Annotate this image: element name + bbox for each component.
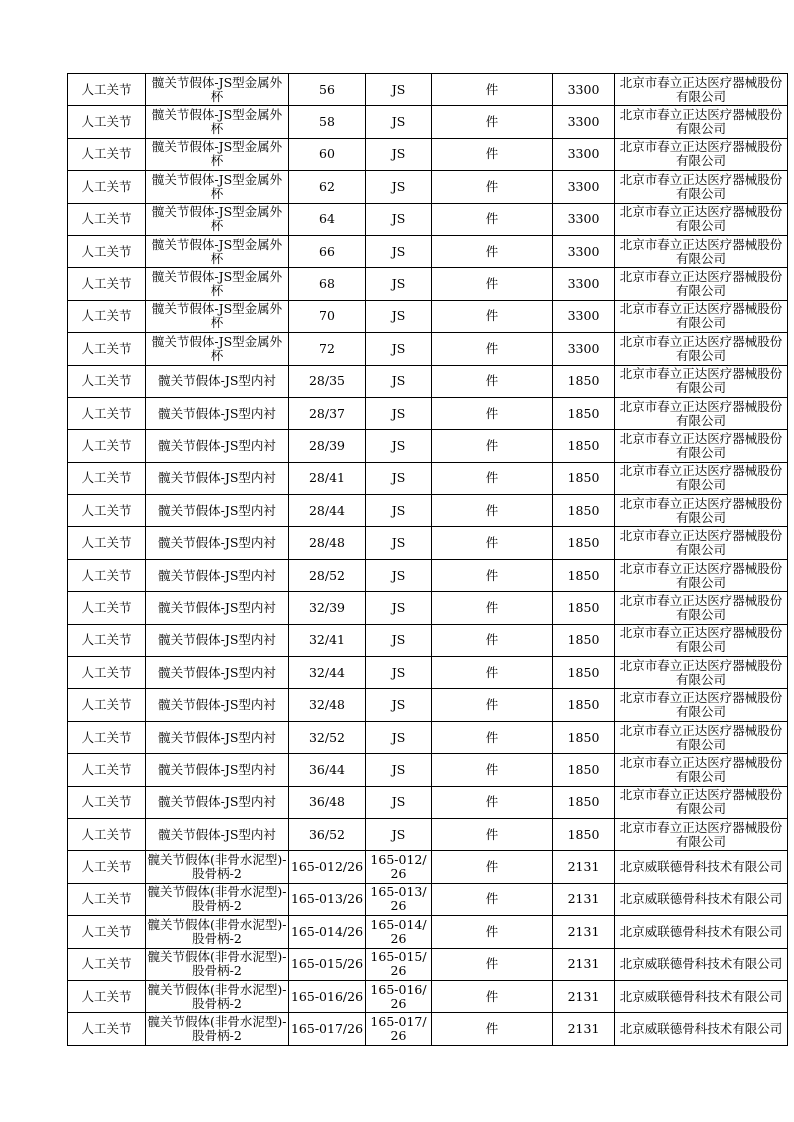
cell-spec: 32/44 xyxy=(289,657,366,689)
cell-product-name: 髋关节假体-JS型金属外杯 xyxy=(146,106,289,138)
cell-unit: 件 xyxy=(432,721,553,753)
cell-model: JS xyxy=(366,106,432,138)
cell-model: JS xyxy=(366,397,432,429)
cell-product-name: 髋关节假体-JS型内衬 xyxy=(146,527,289,559)
cell-price: 3300 xyxy=(553,138,615,170)
cell-price: 1850 xyxy=(553,786,615,818)
table-row xyxy=(68,657,788,689)
cell-unit: 件 xyxy=(432,689,553,721)
cell-unit: 件 xyxy=(432,235,553,267)
cell-spec: 60 xyxy=(289,138,366,170)
cell-model: JS xyxy=(366,818,432,850)
cell-unit: 件 xyxy=(432,754,553,786)
cell-manufacturer: 北京市春立正达医疗器械股份有限公司 xyxy=(615,300,788,332)
table-body xyxy=(68,74,788,1046)
cell-manufacturer: 北京威联德骨科技术有限公司 xyxy=(615,916,788,948)
cell-product-name: 髋关节假体(非骨水泥型)-股骨柄-2 xyxy=(146,948,289,980)
cell-product-name: 髋关节假体-JS型金属外杯 xyxy=(146,138,289,170)
cell-product-name: 髋关节假体-JS型内衬 xyxy=(146,689,289,721)
cell-model: JS xyxy=(366,365,432,397)
cell-model: JS xyxy=(366,559,432,591)
cell-manufacturer: 北京市春立正达医疗器械股份有限公司 xyxy=(615,462,788,494)
cell-category: 人工关节 xyxy=(68,171,146,203)
cell-model: 165-016/26 xyxy=(366,980,432,1012)
cell-category: 人工关节 xyxy=(68,818,146,850)
table-row xyxy=(68,430,788,462)
table-row xyxy=(68,268,788,300)
table-row xyxy=(68,365,788,397)
cell-product-name: 髋关节假体-JS型内衬 xyxy=(146,559,289,591)
table-row xyxy=(68,1013,788,1045)
cell-model: JS xyxy=(366,592,432,624)
cell-category: 人工关节 xyxy=(68,300,146,332)
cell-category: 人工关节 xyxy=(68,462,146,494)
cell-spec: 68 xyxy=(289,268,366,300)
cell-model: JS xyxy=(366,138,432,170)
cell-spec: 28/52 xyxy=(289,559,366,591)
cell-spec: 28/35 xyxy=(289,365,366,397)
cell-unit: 件 xyxy=(432,559,553,591)
cell-price: 3300 xyxy=(553,333,615,365)
cell-price: 2131 xyxy=(553,916,615,948)
cell-unit: 件 xyxy=(432,171,553,203)
cell-price: 1850 xyxy=(553,689,615,721)
cell-manufacturer: 北京市春立正达医疗器械股份有限公司 xyxy=(615,430,788,462)
cell-category: 人工关节 xyxy=(68,365,146,397)
cell-manufacturer: 北京威联德骨科技术有限公司 xyxy=(615,851,788,883)
cell-product-name: 髋关节假体-JS型内衬 xyxy=(146,430,289,462)
cell-category: 人工关节 xyxy=(68,948,146,980)
cell-unit: 件 xyxy=(432,916,553,948)
cell-manufacturer: 北京市春立正达医疗器械股份有限公司 xyxy=(615,203,788,235)
cell-price: 2131 xyxy=(553,948,615,980)
cell-model: JS xyxy=(366,495,432,527)
cell-unit: 件 xyxy=(432,430,553,462)
cell-unit: 件 xyxy=(432,397,553,429)
cell-category: 人工关节 xyxy=(68,851,146,883)
cell-manufacturer: 北京市春立正达医疗器械股份有限公司 xyxy=(615,689,788,721)
cell-price: 1850 xyxy=(553,462,615,494)
cell-model: JS xyxy=(366,689,432,721)
cell-unit: 件 xyxy=(432,74,553,106)
cell-manufacturer: 北京市春立正达医疗器械股份有限公司 xyxy=(615,754,788,786)
cell-unit: 件 xyxy=(432,106,553,138)
cell-model: JS xyxy=(366,203,432,235)
table-row xyxy=(68,235,788,267)
cell-category: 人工关节 xyxy=(68,1013,146,1045)
cell-spec: 32/41 xyxy=(289,624,366,656)
cell-product-name: 髋关节假体-JS型内衬 xyxy=(146,495,289,527)
cell-model: JS xyxy=(366,171,432,203)
cell-price: 2131 xyxy=(553,980,615,1012)
table-row xyxy=(68,948,788,980)
table-row xyxy=(68,74,788,106)
cell-unit: 件 xyxy=(432,1013,553,1045)
table-row xyxy=(68,106,788,138)
cell-unit: 件 xyxy=(432,365,553,397)
cell-price: 1850 xyxy=(553,397,615,429)
cell-product-name: 髋关节假体-JS型金属外杯 xyxy=(146,333,289,365)
cell-model: JS xyxy=(366,235,432,267)
cell-manufacturer: 北京市春立正达医疗器械股份有限公司 xyxy=(615,786,788,818)
table-row xyxy=(68,980,788,1012)
table-row xyxy=(68,786,788,818)
table-row xyxy=(68,333,788,365)
cell-category: 人工关节 xyxy=(68,689,146,721)
cell-price: 1850 xyxy=(553,657,615,689)
table-row xyxy=(68,721,788,753)
cell-category: 人工关节 xyxy=(68,624,146,656)
cell-model: JS xyxy=(366,754,432,786)
cell-spec: 32/39 xyxy=(289,592,366,624)
cell-category: 人工关节 xyxy=(68,754,146,786)
cell-price: 1850 xyxy=(553,754,615,786)
cell-model: 165-015/26 xyxy=(366,948,432,980)
cell-price: 3300 xyxy=(553,203,615,235)
cell-manufacturer: 北京市春立正达医疗器械股份有限公司 xyxy=(615,721,788,753)
cell-spec: 165-016/26 xyxy=(289,980,366,1012)
cell-spec: 28/44 xyxy=(289,495,366,527)
cell-unit: 件 xyxy=(432,527,553,559)
cell-product-name: 髋关节假体(非骨水泥型)-股骨柄-2 xyxy=(146,883,289,915)
table-row xyxy=(68,592,788,624)
cell-price: 1850 xyxy=(553,592,615,624)
cell-manufacturer: 北京市春立正达医疗器械股份有限公司 xyxy=(615,397,788,429)
cell-price: 2131 xyxy=(553,851,615,883)
table-row xyxy=(68,203,788,235)
cell-price: 3300 xyxy=(553,235,615,267)
cell-spec: 28/41 xyxy=(289,462,366,494)
cell-price: 3300 xyxy=(553,74,615,106)
table-row xyxy=(68,462,788,494)
cell-manufacturer: 北京威联德骨科技术有限公司 xyxy=(615,883,788,915)
cell-spec: 64 xyxy=(289,203,366,235)
cell-price: 1850 xyxy=(553,495,615,527)
table-row xyxy=(68,300,788,332)
cell-unit: 件 xyxy=(432,462,553,494)
cell-unit: 件 xyxy=(432,948,553,980)
table-row xyxy=(68,495,788,527)
cell-price: 1850 xyxy=(553,559,615,591)
table-row xyxy=(68,171,788,203)
cell-unit: 件 xyxy=(432,818,553,850)
cell-spec: 58 xyxy=(289,106,366,138)
cell-category: 人工关节 xyxy=(68,527,146,559)
cell-model: 165-014/26 xyxy=(366,916,432,948)
cell-model: JS xyxy=(366,74,432,106)
cell-product-name: 髋关节假体-JS型内衬 xyxy=(146,657,289,689)
cell-model: JS xyxy=(366,462,432,494)
cell-product-name: 髋关节假体-JS型内衬 xyxy=(146,786,289,818)
cell-model: JS xyxy=(366,657,432,689)
cell-unit: 件 xyxy=(432,495,553,527)
cell-spec: 72 xyxy=(289,333,366,365)
cell-product-name: 髋关节假体(非骨水泥型)-股骨柄-2 xyxy=(146,1013,289,1045)
cell-model: 165-012/26 xyxy=(366,851,432,883)
cell-category: 人工关节 xyxy=(68,333,146,365)
cell-category: 人工关节 xyxy=(68,138,146,170)
cell-product-name: 髋关节假体-JS型内衬 xyxy=(146,397,289,429)
cell-product-name: 髋关节假体(非骨水泥型)-股骨柄-2 xyxy=(146,916,289,948)
cell-manufacturer: 北京市春立正达医疗器械股份有限公司 xyxy=(615,365,788,397)
cell-category: 人工关节 xyxy=(68,786,146,818)
cell-manufacturer: 北京市春立正达医疗器械股份有限公司 xyxy=(615,138,788,170)
table-row xyxy=(68,397,788,429)
cell-manufacturer: 北京威联德骨科技术有限公司 xyxy=(615,1013,788,1045)
table-row xyxy=(68,527,788,559)
cell-price: 1850 xyxy=(553,365,615,397)
cell-spec: 28/48 xyxy=(289,527,366,559)
cell-manufacturer: 北京市春立正达医疗器械股份有限公司 xyxy=(615,268,788,300)
cell-spec: 66 xyxy=(289,235,366,267)
cell-spec: 36/52 xyxy=(289,818,366,850)
cell-product-name: 髋关节假体(非骨水泥型)-股骨柄-2 xyxy=(146,851,289,883)
table-row xyxy=(68,883,788,915)
table-row xyxy=(68,138,788,170)
cell-spec: 36/44 xyxy=(289,754,366,786)
cell-unit: 件 xyxy=(432,203,553,235)
cell-unit: 件 xyxy=(432,333,553,365)
cell-spec: 32/52 xyxy=(289,721,366,753)
cell-unit: 件 xyxy=(432,138,553,170)
cell-unit: 件 xyxy=(432,268,553,300)
cell-category: 人工关节 xyxy=(68,74,146,106)
table-row xyxy=(68,624,788,656)
cell-price: 1850 xyxy=(553,624,615,656)
cell-spec: 62 xyxy=(289,171,366,203)
cell-category: 人工关节 xyxy=(68,916,146,948)
table-row xyxy=(68,851,788,883)
cell-product-name: 髋关节假体-JS型内衬 xyxy=(146,721,289,753)
cell-model: JS xyxy=(366,300,432,332)
cell-category: 人工关节 xyxy=(68,592,146,624)
cell-manufacturer: 北京市春立正达医疗器械股份有限公司 xyxy=(615,235,788,267)
cell-spec: 70 xyxy=(289,300,366,332)
table-row xyxy=(68,754,788,786)
cell-price: 1850 xyxy=(553,527,615,559)
cell-product-name: 髋关节假体-JS型金属外杯 xyxy=(146,171,289,203)
cell-unit: 件 xyxy=(432,624,553,656)
cell-spec: 165-014/26 xyxy=(289,916,366,948)
cell-model: JS xyxy=(366,786,432,818)
cell-product-name: 髋关节假体-JS型内衬 xyxy=(146,365,289,397)
cell-manufacturer: 北京市春立正达医疗器械股份有限公司 xyxy=(615,657,788,689)
cell-model: JS xyxy=(366,721,432,753)
cell-model: 165-017/26 xyxy=(366,1013,432,1045)
cell-spec: 165-013/26 xyxy=(289,883,366,915)
cell-price: 1850 xyxy=(553,818,615,850)
cell-model: JS xyxy=(366,268,432,300)
cell-manufacturer: 北京市春立正达医疗器械股份有限公司 xyxy=(615,818,788,850)
cell-price: 1850 xyxy=(553,721,615,753)
cell-manufacturer: 北京市春立正达医疗器械股份有限公司 xyxy=(615,624,788,656)
cell-product-name: 髋关节假体-JS型内衬 xyxy=(146,818,289,850)
cell-unit: 件 xyxy=(432,786,553,818)
cell-spec: 56 xyxy=(289,74,366,106)
cell-spec: 32/48 xyxy=(289,689,366,721)
cell-category: 人工关节 xyxy=(68,721,146,753)
cell-category: 人工关节 xyxy=(68,106,146,138)
cell-category: 人工关节 xyxy=(68,657,146,689)
cell-model: JS xyxy=(366,430,432,462)
cell-product-name: 髋关节假体-JS型内衬 xyxy=(146,754,289,786)
cell-product-name: 髋关节假体-JS型金属外杯 xyxy=(146,203,289,235)
cell-price: 3300 xyxy=(553,268,615,300)
cell-spec: 165-017/26 xyxy=(289,1013,366,1045)
cell-spec: 165-012/26 xyxy=(289,851,366,883)
cell-manufacturer: 北京市春立正达医疗器械股份有限公司 xyxy=(615,592,788,624)
cell-category: 人工关节 xyxy=(68,203,146,235)
cell-model: JS xyxy=(366,527,432,559)
cell-product-name: 髋关节假体-JS型金属外杯 xyxy=(146,268,289,300)
cell-product-name: 髋关节假体-JS型金属外杯 xyxy=(146,300,289,332)
cell-manufacturer: 北京市春立正达医疗器械股份有限公司 xyxy=(615,495,788,527)
cell-price: 3300 xyxy=(553,106,615,138)
table-row xyxy=(68,916,788,948)
cell-spec: 165-015/26 xyxy=(289,948,366,980)
cell-category: 人工关节 xyxy=(68,495,146,527)
cell-model: JS xyxy=(366,333,432,365)
cell-category: 人工关节 xyxy=(68,559,146,591)
cell-unit: 件 xyxy=(432,592,553,624)
cell-category: 人工关节 xyxy=(68,235,146,267)
cell-price: 3300 xyxy=(553,171,615,203)
table-row xyxy=(68,559,788,591)
cell-unit: 件 xyxy=(432,851,553,883)
cell-product-name: 髋关节假体-JS型金属外杯 xyxy=(146,74,289,106)
cell-manufacturer: 北京市春立正达医疗器械股份有限公司 xyxy=(615,333,788,365)
cell-category: 人工关节 xyxy=(68,980,146,1012)
cell-manufacturer: 北京市春立正达医疗器械股份有限公司 xyxy=(615,74,788,106)
cell-unit: 件 xyxy=(432,657,553,689)
cell-product-name: 髋关节假体-JS型内衬 xyxy=(146,462,289,494)
cell-manufacturer: 北京市春立正达医疗器械股份有限公司 xyxy=(615,106,788,138)
cell-category: 人工关节 xyxy=(68,883,146,915)
cell-model: JS xyxy=(366,624,432,656)
cell-product-name: 髋关节假体-JS型内衬 xyxy=(146,624,289,656)
table-row xyxy=(68,818,788,850)
table-row xyxy=(68,689,788,721)
cell-unit: 件 xyxy=(432,300,553,332)
cell-spec: 36/48 xyxy=(289,786,366,818)
cell-category: 人工关节 xyxy=(68,268,146,300)
cell-product-name: 髋关节假体(非骨水泥型)-股骨柄-2 xyxy=(146,980,289,1012)
cell-manufacturer: 北京威联德骨科技术有限公司 xyxy=(615,948,788,980)
cell-price: 3300 xyxy=(553,300,615,332)
cell-product-name: 髋关节假体-JS型内衬 xyxy=(146,592,289,624)
cell-spec: 28/39 xyxy=(289,430,366,462)
cell-spec: 28/37 xyxy=(289,397,366,429)
cell-manufacturer: 北京市春立正达医疗器械股份有限公司 xyxy=(615,171,788,203)
cell-unit: 件 xyxy=(432,980,553,1012)
cell-price: 1850 xyxy=(553,430,615,462)
cell-price: 2131 xyxy=(553,883,615,915)
cell-manufacturer: 北京市春立正达医疗器械股份有限公司 xyxy=(615,527,788,559)
cell-price: 2131 xyxy=(553,1013,615,1045)
cell-category: 人工关节 xyxy=(68,430,146,462)
price-table xyxy=(67,73,788,1046)
cell-manufacturer: 北京威联德骨科技术有限公司 xyxy=(615,980,788,1012)
cell-model: 165-013/26 xyxy=(366,883,432,915)
cell-product-name: 髋关节假体-JS型金属外杯 xyxy=(146,235,289,267)
cell-manufacturer: 北京市春立正达医疗器械股份有限公司 xyxy=(615,559,788,591)
cell-category: 人工关节 xyxy=(68,397,146,429)
cell-unit: 件 xyxy=(432,883,553,915)
